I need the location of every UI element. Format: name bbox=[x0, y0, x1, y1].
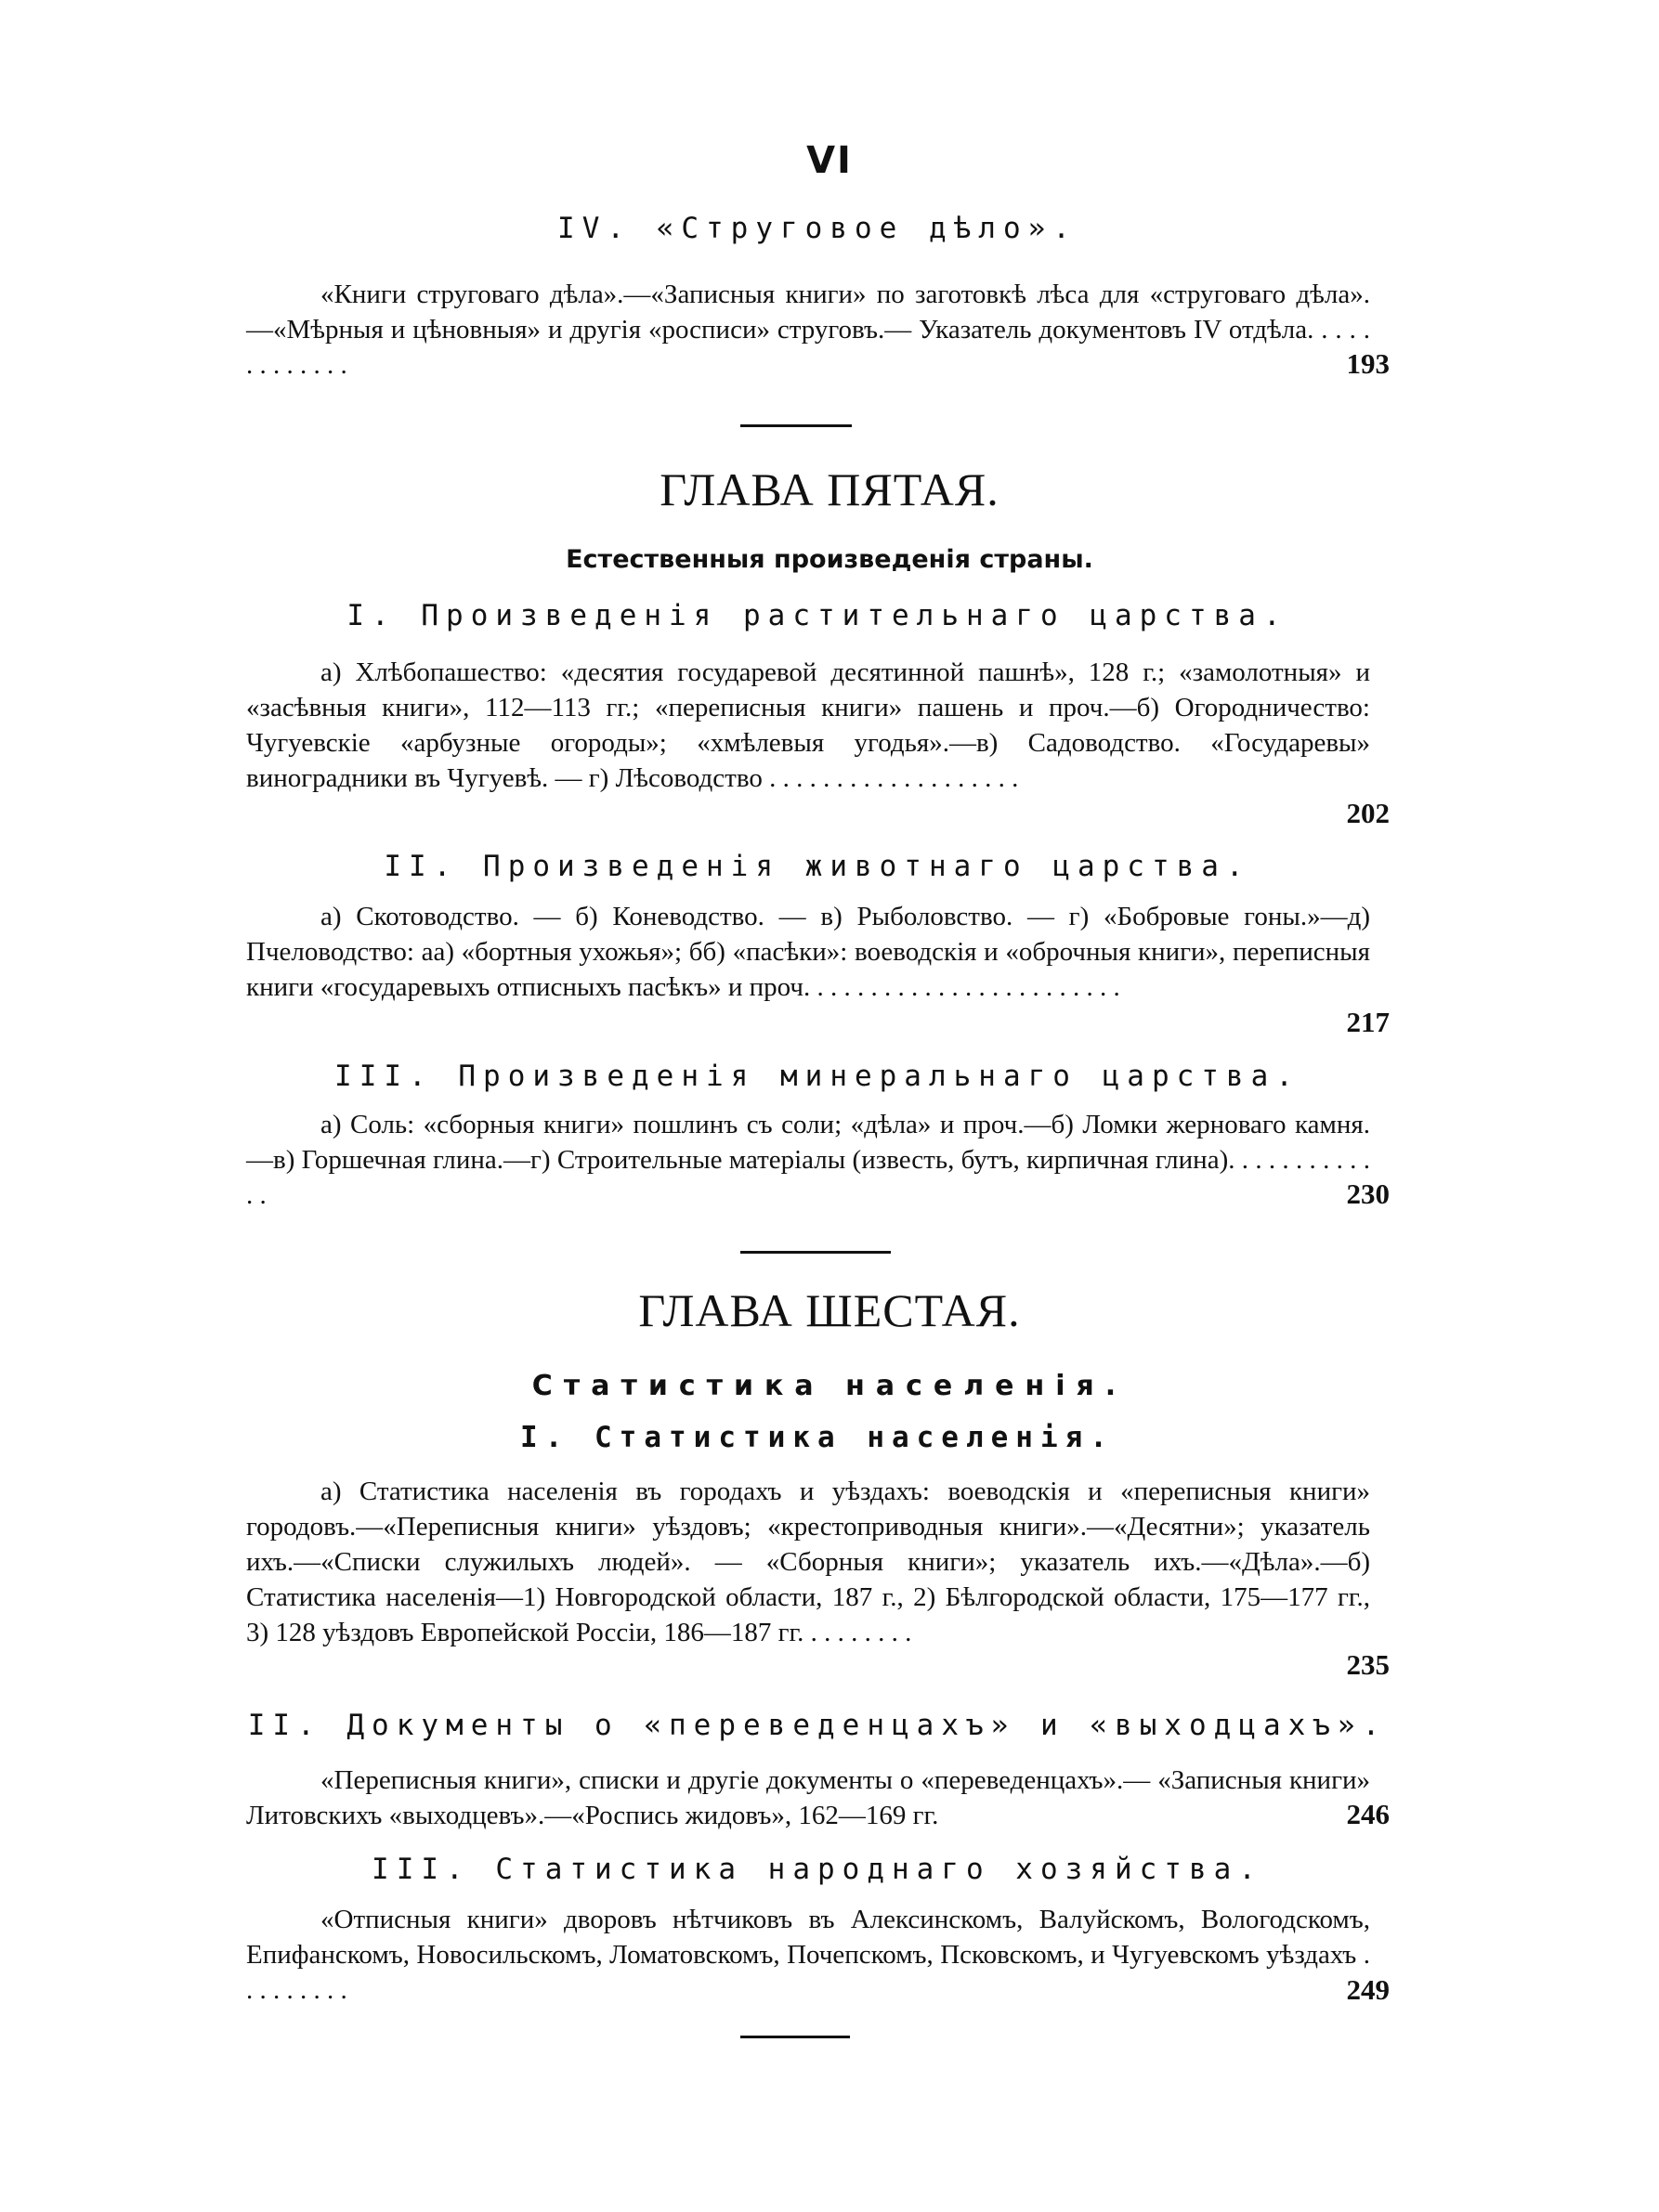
section-title-minerals: III. Произведенія минеральнаго царства. bbox=[334, 1060, 1300, 1093]
toc-entry-text: а) Соль: «сборныя книги» пошлинъ съ соли; «дѣла» и проч.—б) Ломки жерноваго камня.—в) Горшечная глина.—г) Строительные матеріалы (известь, бутъ, кирпичная глина). . . . . . . . . . . . . bbox=[246, 1110, 1370, 1210]
section-title-economy: III. Статистика народнаго хозяйства. bbox=[372, 1853, 1263, 1886]
toc-entry-text: а) Статистика населенія въ городахъ и уѣздахъ: воеводскія и «переписныя книги» городовъ.—«Переписныя книги» уѣздовъ; «крестоприводныя книги».—«Десятни»; указатель ихъ.—«Списки служилыхъ людей». — «Сборныя книги»; указатель ихъ.—«Дѣла».—б) Статистика населенія—1) Новгородской области, 187 г., 2) Бѣлгородской области, 175—177 гг., 3) 128 уѣздовъ Европейской Россіи, 186—187 гг. . . . . . . . . bbox=[246, 1477, 1370, 1647]
section-divider bbox=[740, 2036, 850, 2038]
toc-entry-population bbox=[246, 1474, 1370, 1650]
section-title-animals: II. Произведенія животнаго царства. bbox=[384, 850, 1251, 883]
chapter-title-5: ГЛАВА ПЯТАЯ. bbox=[660, 463, 999, 515]
toc-page-number: 249 bbox=[1346, 1973, 1390, 2006]
toc-entry-text: а) Скотоводство. — б) Коневодство. — в) Рыболовство. — г) «Бобровые гоны.»—д) Пчеловодство: аа) «бортныя ухожья»; бб) «пасѣки»: воеводскія и «оброчныя книги», переписныя книги «государевыхъ отписныхъ пасѣкъ» и проч. . . . . . . . . . . . . . . . . . . . . . . . bbox=[246, 902, 1370, 1002]
toc-page-number: 230 bbox=[1346, 1178, 1390, 1210]
toc-page-number: 235 bbox=[1346, 1648, 1390, 1681]
section-divider bbox=[740, 424, 852, 427]
toc-page-number: 217 bbox=[1346, 1006, 1390, 1038]
toc-page-number: 193 bbox=[1346, 347, 1390, 380]
chapter-subtitle-6: Статистика населенія. bbox=[531, 1370, 1128, 1402]
toc-entry-economy bbox=[246, 1902, 1370, 2008]
section-title-settlers: II. Документы о «переведенцахъ» и «выходцахъ». bbox=[247, 1709, 1388, 1742]
page-folio: VI bbox=[806, 139, 853, 182]
chapter-subtitle-5: Естественныя произведенія страны. bbox=[566, 545, 1093, 574]
toc-page-number: 246 bbox=[1346, 1798, 1390, 1830]
section-title-population: I. Статистика населенія. bbox=[520, 1421, 1115, 1454]
toc-entry-text: «Переписныя книги», списки и другіе документы о «переведенцахъ».— «Записныя книги» Литовскихъ «выходцевъ».—«Роспись жидовъ», 162—169 гг. bbox=[246, 1765, 1370, 1830]
section-divider bbox=[740, 1251, 891, 1254]
toc-entry-text: «Отписныя книги» дворовъ нѣтчиковъ въ Алексинскомъ, Валуйскомъ, Вологодскомъ, Епифанскомъ, Новосильскомъ, Ломатовскомъ, Почепскомъ, Псковскомъ, и Чугуевскомъ уѣздахъ . . . . . . . . . bbox=[246, 1905, 1370, 2005]
chapter-title-6: ГЛАВА ШЕСТАЯ. bbox=[638, 1284, 1021, 1336]
toc-entry-text: «Книги струговаго дѣла».—«Записныя книги» по заготовкѣ лѣса для «струговаго дѣла».—«Мѣрныя и цѣновныя» и другія «росписи» струговъ.— Указатель документовъ IV отдѣла. . . . . . . . . . . . . bbox=[246, 280, 1370, 380]
toc-entry-minerals bbox=[246, 1107, 1370, 1213]
toc-entry-text: а) Хлѣбопашество: «десятия государевой десятинной пашнѣ», 128 г.; «замолотныя» и «засѣвныя книги», 112—113 гг.; «переписныя книги» пашень и проч.—б) Огородничество: Чугуевскіе «арбузные огороды»; «хмѣлевыя угодья».—в) Садоводство. «Государевы» виноградники въ Чугуевѣ. — г) Лѣсоводство . . . . . . . . . . . . . . . . . . . bbox=[246, 657, 1370, 793]
toc-entry-plants bbox=[246, 655, 1370, 796]
section-title-plants: I. Произведенія растительнаго царства. bbox=[346, 599, 1288, 632]
toc-entry-settlers bbox=[246, 1763, 1370, 1833]
toc-entry-animals bbox=[246, 899, 1370, 1005]
toc-page-number: 202 bbox=[1346, 797, 1390, 829]
toc-entry-struga bbox=[246, 277, 1370, 383]
section-title-struga: IV. «Струговое дѣло». bbox=[557, 212, 1078, 245]
